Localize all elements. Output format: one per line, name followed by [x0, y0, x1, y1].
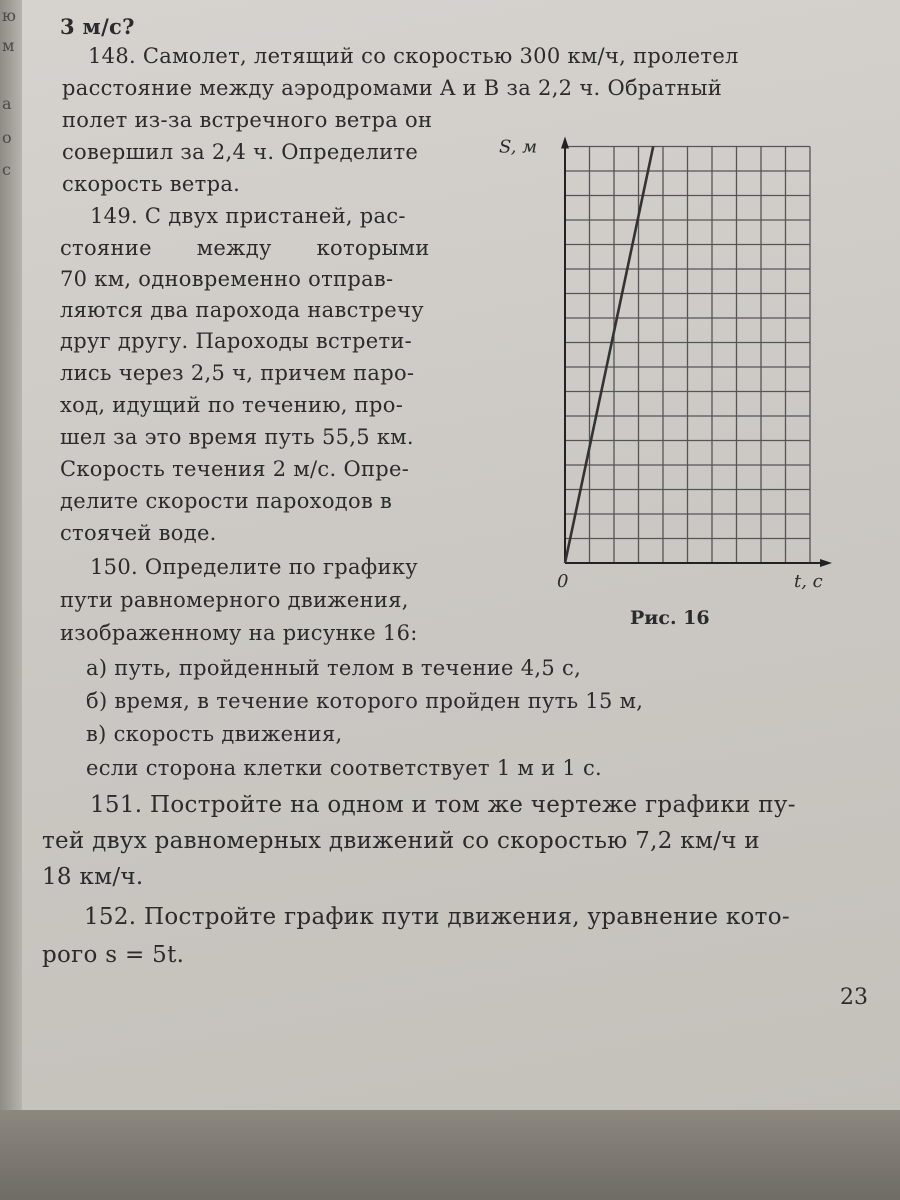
problem-151-line: 18 км/ч.	[42, 864, 144, 890]
x-axis-arrow	[820, 559, 832, 567]
problem-149-line: делите скорости пароходов в	[60, 489, 393, 513]
problem-148-line: скорость ветра.	[62, 172, 241, 196]
problem-149-line: шел за это время путь 55,5 км.	[60, 425, 414, 449]
margin-letter: м	[2, 36, 15, 55]
problem-150-line: 150. Определите по графику	[90, 555, 418, 579]
problem-150-line: изображенному на рисунке 16:	[60, 621, 418, 645]
problem-149-line: ход, идущий по течению, про-	[60, 393, 404, 417]
problem-150-item-b: б) время, в течение которого пройден путь 15 м,	[86, 689, 644, 713]
x-axis-label: t, с	[794, 571, 823, 592]
margin-letter: ю	[2, 6, 16, 25]
problem-151-line: 151. Постройте на одном и том же чертеже графики пу-	[90, 792, 796, 818]
y-axis-label: S, м	[499, 136, 538, 158]
problem-151-line: тей двух равномерных движений со скоростью 7,2 км/ч и	[42, 828, 760, 854]
problem-148-line: совершил за 2,4 ч. Определите	[62, 140, 419, 164]
table-shadow	[0, 1110, 900, 1200]
problem-148-line: расстояние между аэродромами A и B за 2,2 ч. Обратный	[62, 76, 722, 100]
problem-149-line: друг другу. Пароходы встрети-	[60, 329, 413, 353]
chart-series	[565, 147, 653, 564]
problem-150-line: пути равномерного движения,	[60, 588, 409, 612]
figure-caption: Рис. 16	[630, 607, 710, 629]
distance-time-line	[565, 147, 653, 564]
margin-letter: о	[2, 128, 12, 147]
problem-149-line: стоячей воде.	[60, 521, 217, 545]
problem-150-condition: если сторона клетки соответствует 1 м и 1 с.	[86, 756, 603, 780]
problem-152-line: рого s = 5t.	[42, 942, 185, 968]
cut-off-line: 3 м/с?	[60, 14, 135, 39]
problem-149-line: Скорость течения 2 м/с. Опре-	[60, 457, 410, 481]
distance-time-chart	[495, 125, 835, 625]
problem-150-item-c: в) скорость движения,	[86, 722, 343, 746]
margin-letter: а	[2, 94, 12, 113]
problem-152-line: 152. Постройте график пути движения, уравнение кото-	[84, 904, 790, 930]
chart-grid	[565, 147, 810, 564]
problem-150-item-a: а) путь, пройденный телом в течение 4,5 с,	[86, 656, 582, 680]
problem-149-line: лись через 2,5 ч, причем паро-	[60, 361, 415, 385]
problem-149-line: 149. С двух пристаней, рас-	[90, 204, 406, 228]
problem-149-line: стояние между которыми	[60, 236, 430, 260]
problem-149-line: 70 км, одновременно отправ-	[60, 267, 394, 291]
problem-148-line: 148. Самолет, летящий со скоростью 300 км/ч, пролетел	[88, 44, 739, 68]
margin-letter: с	[2, 160, 11, 179]
problem-149-line: ляются два парохода навстречу	[60, 298, 424, 322]
origin-label: 0	[557, 571, 569, 592]
problem-148-line: полет из-за встречного ветра он	[62, 108, 433, 132]
chart-axes	[561, 137, 832, 568]
previous-page-edge	[0, 0, 23, 1120]
y-axis-arrow	[561, 137, 569, 149]
page-number: 23	[840, 985, 868, 1010]
